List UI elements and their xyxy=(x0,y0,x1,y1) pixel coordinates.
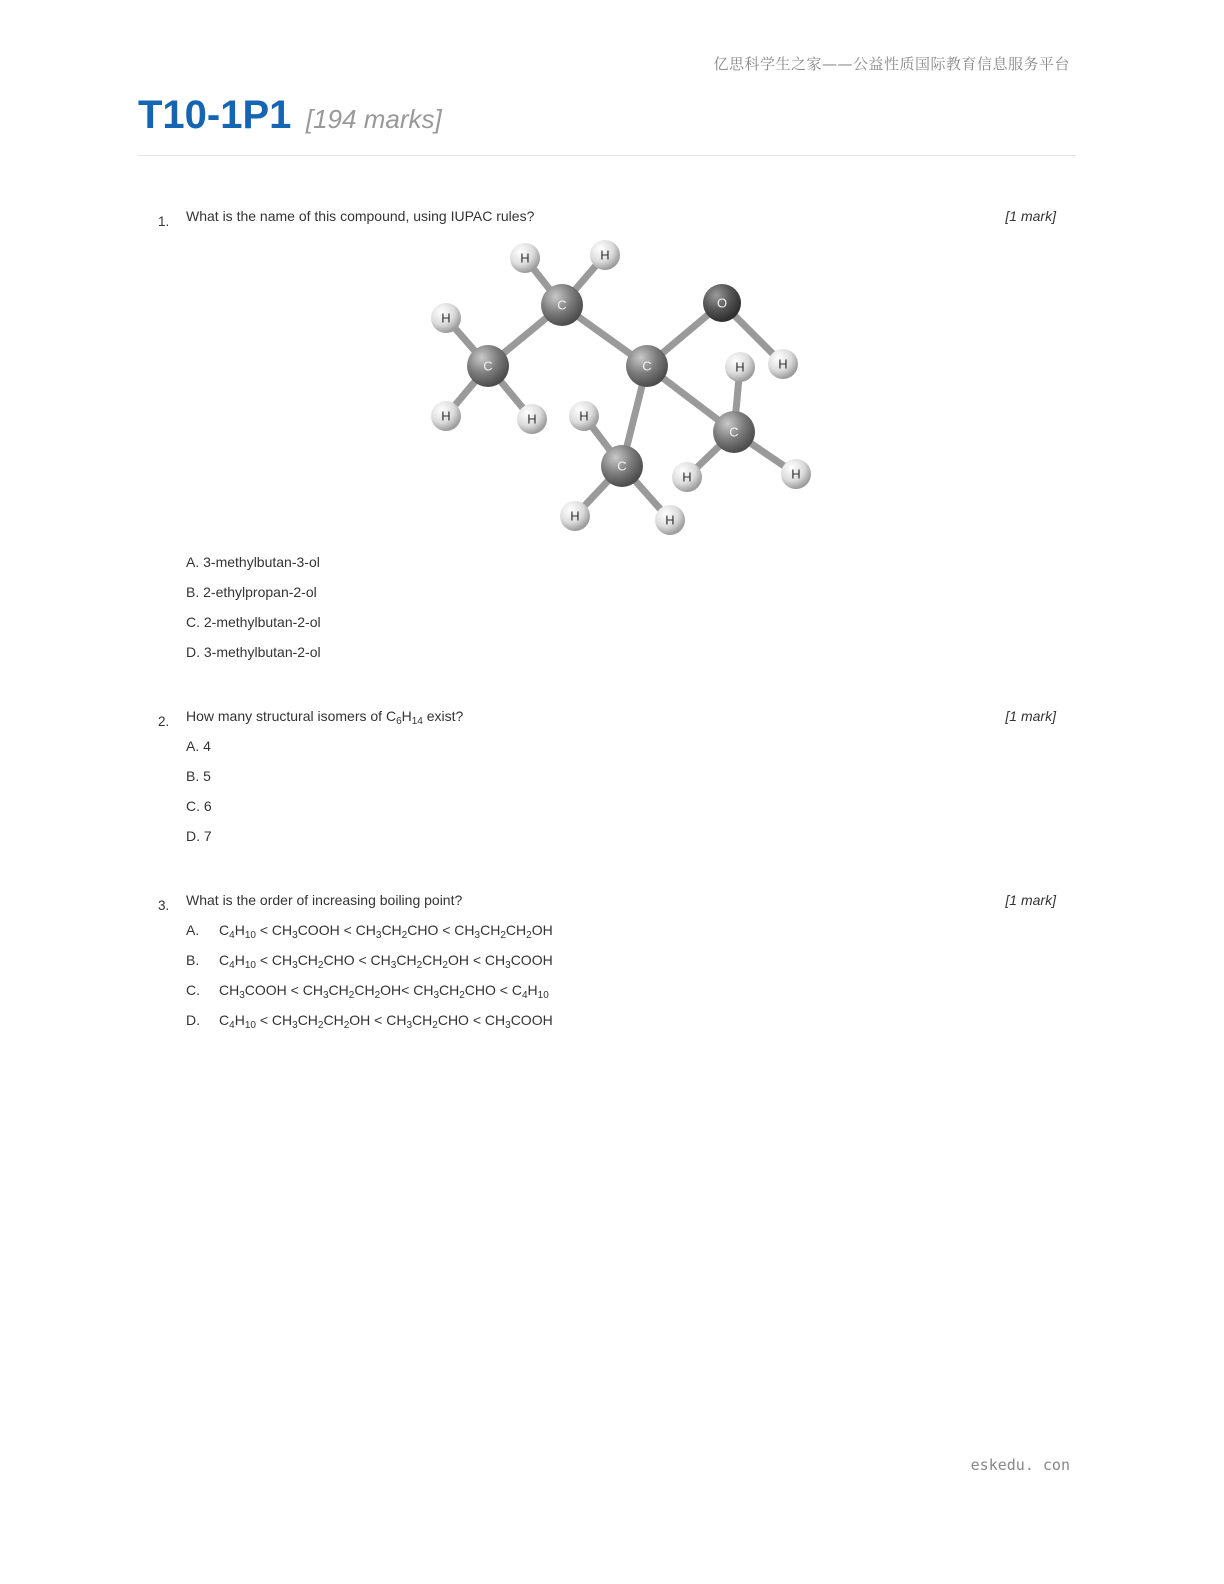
hydrogen-atom xyxy=(560,501,590,531)
option-a: A. 3-methylbutan-3-ol xyxy=(186,554,320,570)
carbon-atom xyxy=(626,345,668,387)
carbon-atom xyxy=(541,284,583,326)
hydrogen-atom xyxy=(517,404,547,434)
option-a: A. 4 xyxy=(186,738,211,754)
option-c xyxy=(186,982,549,1001)
atoms xyxy=(431,240,811,535)
option-c: C. 2-methylbutan-2-ol xyxy=(186,614,321,630)
hydrogen-atom xyxy=(672,462,702,492)
question-text: What is the order of increasing boiling point? xyxy=(186,892,463,908)
question-number: 3. xyxy=(158,898,170,913)
atom-label: H xyxy=(665,512,675,528)
option-formula: $C_4H_{10}$ < $CH_3COOH < CH_3CH_2CHO < CH_3CH_2CH_2OH$ xyxy=(219,922,553,941)
option-formula: $CH_3COOH < CH_3CH_2CH_2OH< CH_3CH_2CHO < C_4H_{10}$ xyxy=(219,982,549,1001)
header-note: 亿思科学生之家——公益性质国际教育信息服务平台 xyxy=(713,55,1070,73)
carbon-atom xyxy=(601,445,643,487)
option-b: B. 5 xyxy=(186,768,211,784)
option-b xyxy=(186,952,553,971)
atom-label: H xyxy=(570,508,580,524)
atom-label: C xyxy=(642,358,652,374)
molecule-diagram xyxy=(420,232,820,542)
atom-label: H xyxy=(441,310,451,326)
question-number: 1. xyxy=(158,214,170,229)
question-marks: [1 mark] xyxy=(1005,892,1056,908)
hydrogen-atom xyxy=(655,505,685,535)
carbon-atom xyxy=(467,345,509,387)
atom-label: H xyxy=(520,250,530,266)
page-title-row xyxy=(138,93,442,138)
atom-label: H xyxy=(778,356,788,372)
atom-label: C xyxy=(557,297,567,313)
option-label: A. xyxy=(186,922,200,938)
option-formula: $C_4H_{10} < CH_3CH_2CHO < CH_3CH_2CH_2OH$ < $CH_3COOH$ xyxy=(219,952,553,971)
hydrogen-atom xyxy=(590,240,620,270)
question-text: How many structural isomers of $C_6H_{14}$ exist? xyxy=(186,708,464,727)
option-label: D. xyxy=(186,1012,200,1028)
question-marks: [1 mark] xyxy=(1005,708,1056,724)
atom-label: H xyxy=(735,359,745,375)
total-marks: [194 marks] xyxy=(305,104,442,134)
hydrogen-atom xyxy=(725,352,755,382)
title-divider xyxy=(138,155,1076,156)
atom-label: C xyxy=(617,458,627,474)
page-title: T10-1P1 xyxy=(138,93,292,137)
question-marks: [1 mark] xyxy=(1005,208,1056,224)
hydrogen-atom xyxy=(569,401,599,431)
atom-label: O xyxy=(716,295,728,311)
question-3 xyxy=(158,892,1056,1032)
hydrogen-atom xyxy=(431,303,461,333)
atom-label: C xyxy=(729,424,739,440)
option-b: B. 2-ethylpropan-2-ol xyxy=(186,584,317,600)
atom-label: H xyxy=(600,247,610,263)
atom-label: H xyxy=(791,466,801,482)
hydrogen-atom xyxy=(510,243,540,273)
question-text: What is the name of this compound, using IUPAC rules? xyxy=(186,208,535,224)
atom-label: H xyxy=(441,408,451,424)
option-d xyxy=(186,1012,553,1031)
option-c: C. 6 xyxy=(186,798,212,814)
option-a xyxy=(186,922,553,941)
hydrogen-atom xyxy=(768,349,798,379)
atom-label: C xyxy=(483,358,493,374)
option-label: C. xyxy=(186,982,200,998)
option-d: D. 3-methylbutan-2-ol xyxy=(186,644,321,660)
option-formula: $C_4H_{10} < CH_3CH_2CH_2OH < CH_3CH_2CHO$ < $CH_3COOH$ xyxy=(219,1012,553,1031)
option-label: B. xyxy=(186,952,200,968)
footer-note: eskedu. con xyxy=(970,1456,1070,1474)
carbon-atom xyxy=(713,411,755,453)
question-number: 2. xyxy=(158,714,170,729)
hydrogen-atom xyxy=(781,459,811,489)
atom-label: H xyxy=(527,411,537,427)
question-2 xyxy=(158,708,1056,848)
atom-label: H xyxy=(682,469,692,485)
atom-label: H xyxy=(579,408,589,424)
hydrogen-atom xyxy=(431,401,461,431)
option-d: D. 7 xyxy=(186,828,212,844)
oxygen-atom xyxy=(703,284,741,322)
